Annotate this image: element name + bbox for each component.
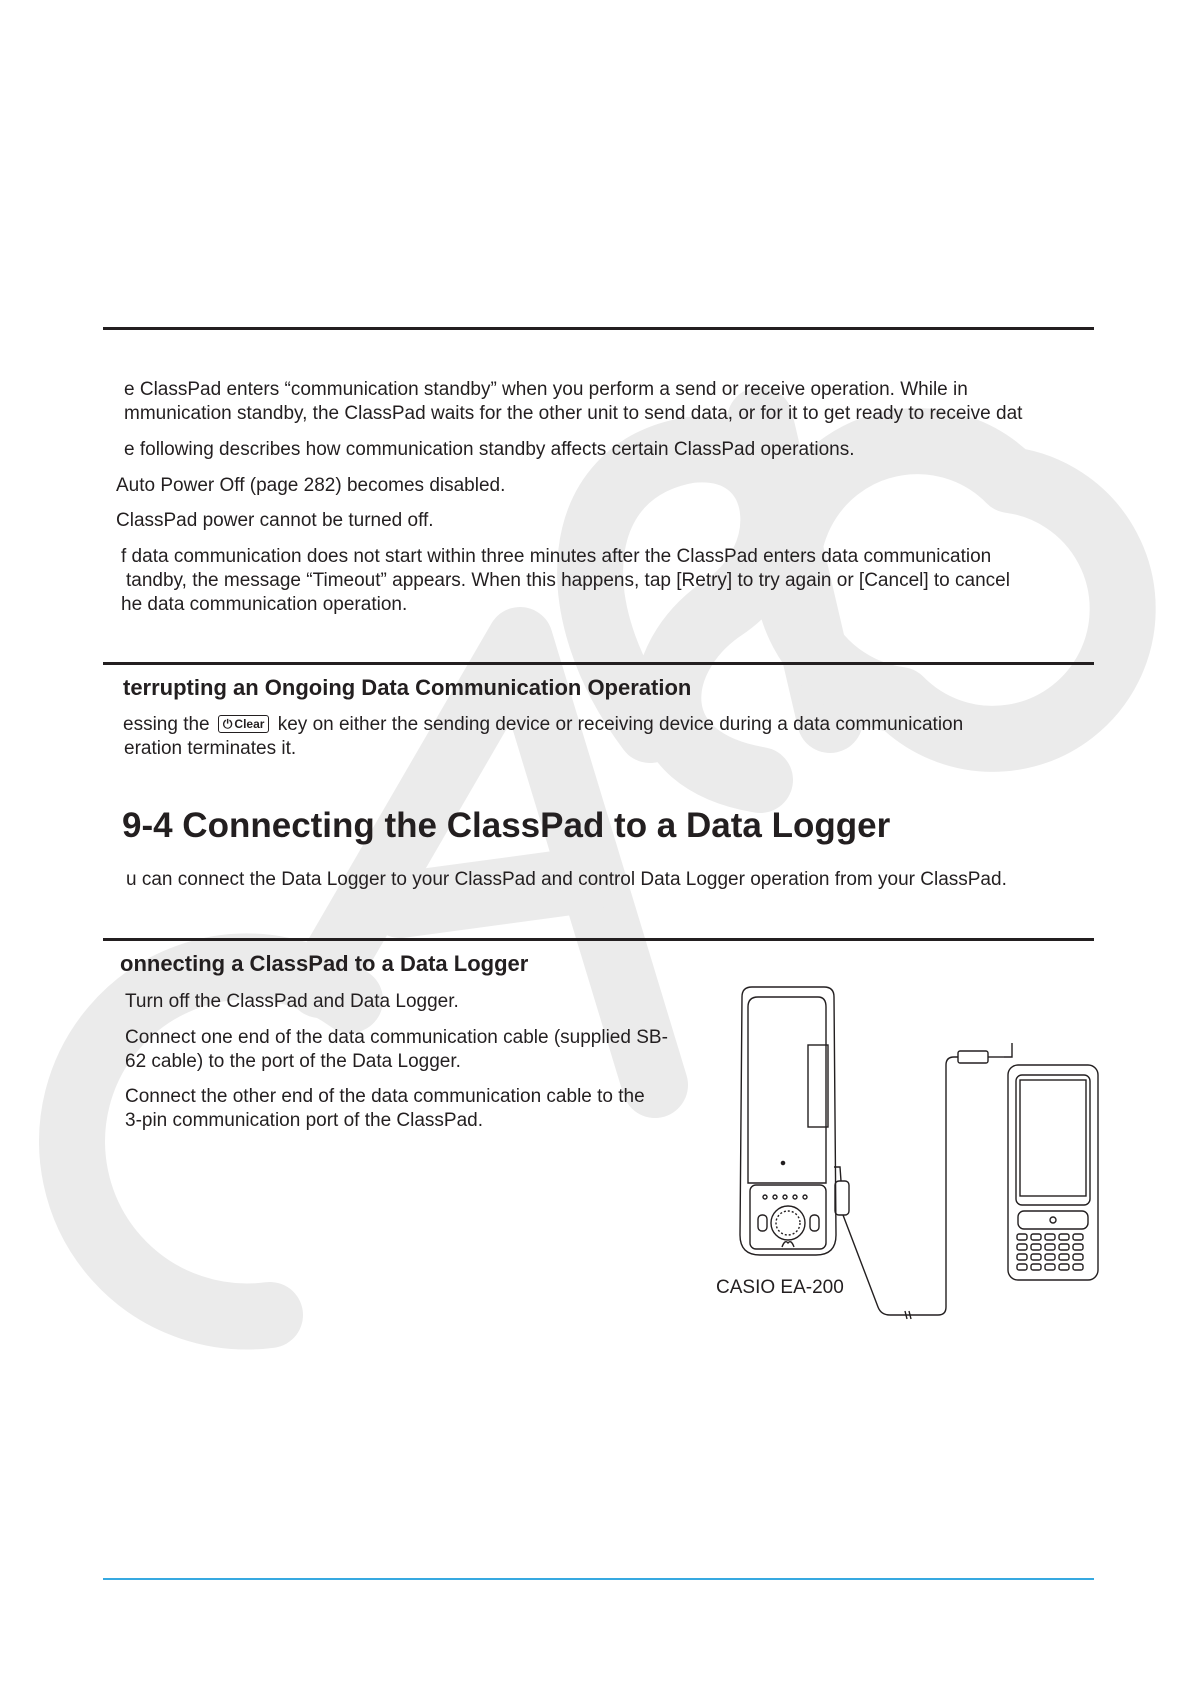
timeout-line-2: tandby, the message “Timeout” appears. When this happens, tap [Retry] to try again or [Cancel] to cancel — [126, 570, 1010, 591]
section-rule-top — [103, 327, 1094, 330]
connection-diagram — [700, 985, 1100, 1320]
clear-key-label: Clear — [234, 717, 265, 731]
step-2-line-2: 62 cable) to the port of the Data Logger. — [125, 1051, 461, 1072]
section-title: 9-4 Connecting the ClassPad to a Data Logger — [122, 806, 891, 845]
standby-intro-line-2: mmunication standby, the ClassPad waits for the other unit to send data, or for it to get ready to receive dat — [124, 403, 1023, 424]
timeout-line-3: he data communication operation. — [121, 594, 408, 615]
step-3-line-2: 3-pin communication port of the ClassPad. — [125, 1110, 484, 1131]
interrupt-text-before: essing the — [123, 714, 210, 735]
data-logger-device — [740, 987, 836, 1255]
interrupt-line-1 — [123, 713, 963, 737]
section-rule-connecting — [103, 938, 1094, 941]
power-icon: ⏻ — [222, 717, 233, 731]
interrupt-text-after: key on either the sending device or receiving device during a data communication — [277, 714, 964, 735]
interrupt-line-2: eration terminates it. — [124, 738, 297, 759]
section-rule-interrupt — [103, 662, 1094, 665]
timeout-line-1: f data communication does not start within three minutes after the ClassPad enters data communication — [121, 546, 992, 567]
classpad-device — [1008, 1065, 1098, 1280]
step-3-line-1: Connect the other end of the data communication cable to the — [125, 1086, 645, 1107]
step-2-line-1: Connect one end of the data communication cable (supplied SB- — [125, 1027, 668, 1048]
interrupt-heading: terrupting an Ongoing Data Communication Operation — [123, 675, 692, 700]
clear-key — [218, 715, 270, 733]
standby-bullet-1: Auto Power Off (page 282) becomes disabled. — [116, 475, 506, 496]
step-1: Turn off the ClassPad and Data Logger. — [125, 991, 459, 1012]
standby-lead: e following describes how communication standby affects certain ClassPad operations. — [124, 439, 855, 460]
section-intro: u can connect the Data Logger to your ClassPad and control Data Logger operation from your ClassPad. — [126, 869, 1007, 890]
footer-rule — [103, 1578, 1094, 1580]
standby-intro-line-1: e ClassPad enters “communication standby” when you perform a send or receive operation. While in — [124, 379, 968, 400]
figure-label-ea200: CASIO EA-200 — [716, 1277, 844, 1298]
connecting-heading: onnecting a ClassPad to a Data Logger — [120, 951, 529, 976]
standby-bullet-2: ClassPad power cannot be turned off. — [116, 510, 434, 531]
